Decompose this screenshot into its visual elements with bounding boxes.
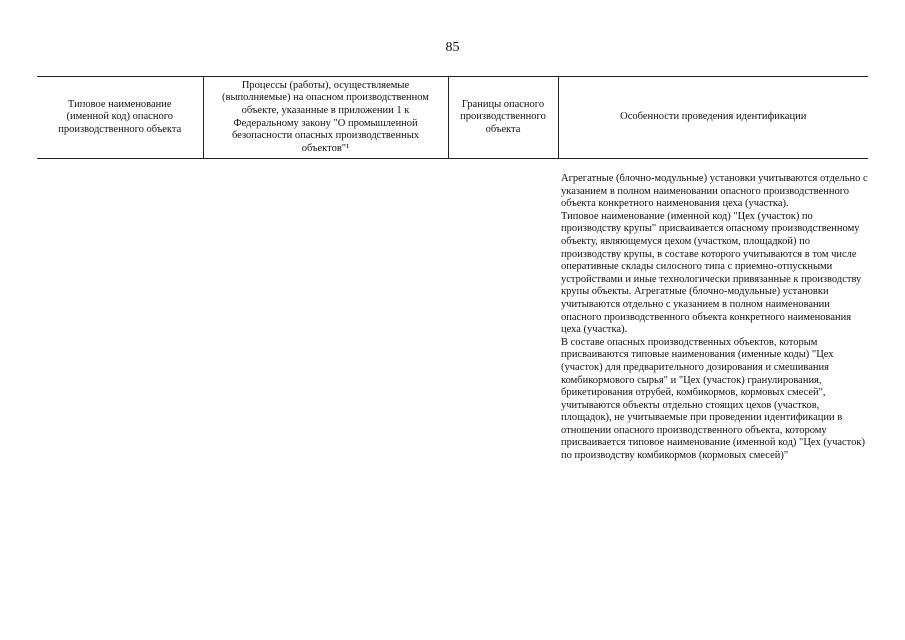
table-row: [37, 159, 868, 463]
paragraph-aggregate-units: Агрегатные (блочно-модульные) установки учитываются отдельно с указанием в полном наименовании опасного производственного объекта конкретного наименования цеха (участка).: [561, 173, 868, 210]
cell-identification-features: [558, 159, 868, 463]
header-boundaries: Границы опасного производственного объекта: [448, 77, 558, 159]
cell-object-name: [37, 159, 203, 463]
header-object-name: Типовое наименование (именной код) опасного производственного объекта: [37, 77, 203, 159]
cell-processes: [203, 159, 448, 463]
page-number: 85: [445, 40, 460, 55]
header-identification-features: Особенности проведения идентификации: [558, 77, 868, 159]
paragraph-groats-workshop: Типовое наименование (именной код) "Цех (участок) по производству крупы" присваивается опасному производственному объекту, являющемуся цехом (участком, площадкой) по производству крупы, в составе которого учитываются в том числе оперативные склады силосного типа с приемно-отпускными устройствами и иные технологически привязанные к производству крупы объекты. Агрегатные (блочно-модульные) установки учитываются отдельно с указанием в полном наименовании опасного производственного объекта конкретного наименования цеха (участка).: [561, 210, 862, 336]
identification-table: [37, 76, 868, 463]
table-header-row: [37, 77, 868, 159]
paragraph-compound-feed-workshops: В составе опасных производственных объектов, которым присваиваются типовые наименования (именные коды) "Цех (участок) для предварительного дозирования и смешивания комбикормового сырья" и "Цех (участок) гранулирования, брикетирования отрубей, комбикормов, кормовых смесей", учитываются объекты отдельно стоящих цехов (участков, площадок), не учитываемые при проведении идентификации в отношении опасного производственного объекта, которому присваивается типовое наименование (именной код) "Цех (участок) по производству комбикормов (кормовых смесей)": [561, 336, 865, 462]
cell-boundaries: [448, 159, 558, 463]
header-processes: Процессы (работы), осуществляемые (выполняемые) на опасном производственном объекте, указанные в приложении 1 к Федеральному закону "О промышленной безопасности опасных производственных объектов"¹: [203, 77, 448, 159]
